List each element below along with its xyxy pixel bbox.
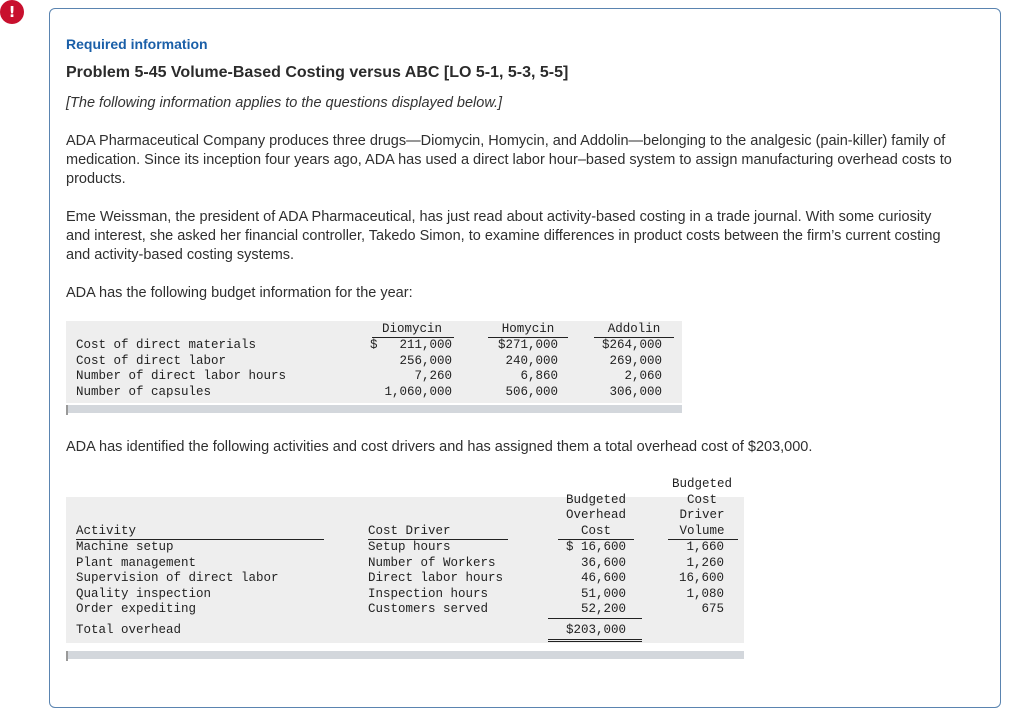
activity-name: Order expediting <box>76 602 197 616</box>
table-row <box>66 587 744 603</box>
addolin-value: $264,000 <box>601 338 662 352</box>
activity-name: Plant management <box>76 555 197 570</box>
budget-table-footer-bar <box>66 405 682 413</box>
cost-driver-header: Cost Driver <box>368 524 451 538</box>
table-row <box>66 385 682 401</box>
table-row <box>66 354 682 370</box>
header-homycin: Homycin <box>501 322 555 336</box>
table-row <box>66 369 682 385</box>
total-overhead-cost: $203,000 <box>565 623 626 637</box>
homycin-value: $271,000 <box>497 338 558 352</box>
activity-name: Supervision of direct labor <box>76 571 279 585</box>
addolin-value: 269,000 <box>609 353 662 368</box>
background-paragraph: Eme Weissman, the president of ADA Pharmaceutical, has just read about activity-based costing in a trade journal. With some curiosity and interest, she asked her financial controller, Takedo Simon, to examine differences in product costs between the firm’s current costing and activity-based costing systems. <box>66 209 941 263</box>
volume-header-line2: Cost <box>686 492 717 507</box>
alert-icon: ! <box>0 0 24 24</box>
row-label: Number of capsules <box>76 384 212 399</box>
addolin-value: 2,060 <box>624 369 662 383</box>
activity-header: Activity <box>76 524 137 538</box>
volume-header-line1: Budgeted <box>671 477 732 491</box>
overhead-cost: 46,600 <box>580 571 626 585</box>
activities-intro-text: ADA has identified the following activities and cost drivers and has assigned them a total overhead cost of $203,000. <box>66 439 813 455</box>
homycin-value: 506,000 <box>505 384 558 399</box>
budget-table-header-row <box>66 322 682 338</box>
diomycin-value: 256,000 <box>399 353 452 368</box>
driver-volume: 1,660 <box>686 540 724 554</box>
cost-driver: Inspection hours <box>368 586 489 601</box>
overhead-header-line3: Cost <box>580 524 611 538</box>
currency-prefix: $ <box>370 338 378 352</box>
overhead-cost: $ 16,600 <box>565 540 626 554</box>
row-label: Number of direct labor hours <box>76 369 287 383</box>
header-diomycin: Diomycin <box>381 322 442 336</box>
row-label: Cost of direct materials <box>76 338 257 352</box>
volume-header-line4: Volume <box>679 524 725 538</box>
homycin-value: 240,000 <box>505 353 558 368</box>
total-double-rule-top <box>548 639 642 640</box>
overhead-header-line2: Overhead <box>565 508 626 522</box>
cost-driver: Setup hours <box>368 540 451 554</box>
activity-table-footer-edge <box>66 651 68 661</box>
addolin-value: 306,000 <box>609 384 662 399</box>
total-label: Total overhead <box>76 623 182 637</box>
header-line <box>66 508 744 524</box>
header-line <box>66 493 744 509</box>
header-line <box>66 477 744 493</box>
overhead-cost: 52,200 <box>580 602 626 616</box>
header-addolin: Addolin <box>607 322 661 336</box>
intro-paragraph: ADA Pharmaceutical Company produces three drugs—Diomycin, Homycin, and Addolin—belonging to the analgesic (pain-killer) family of medication. Since its inception four years ago, ADA has used a direct labor hour–based system to assign manufacturing overhead costs to products. <box>66 133 952 187</box>
table-row <box>66 571 744 587</box>
diomycin-value: 211,000 <box>399 338 452 352</box>
required-information-heading: Required information <box>66 36 208 52</box>
activity-table-footer-bar <box>66 651 744 659</box>
header-line <box>66 524 744 540</box>
overhead-cost: 51,000 <box>580 586 626 601</box>
overhead-cost: 36,600 <box>580 555 626 570</box>
homycin-value: 6,860 <box>520 369 558 383</box>
activity-name: Quality inspection <box>76 586 212 601</box>
driver-volume: 1,260 <box>686 555 724 570</box>
cost-driver: Number of Workers <box>368 555 496 570</box>
budget-table-footer-edge <box>66 405 68 415</box>
total-row <box>66 623 744 639</box>
table-row <box>66 556 744 572</box>
cost-driver: Customers served <box>368 602 489 616</box>
volume-header-line3: Driver <box>679 508 725 522</box>
row-label: Cost of direct labor <box>76 353 227 368</box>
driver-volume: 16,600 <box>678 571 724 585</box>
table-row <box>66 602 744 618</box>
activity-name: Machine setup <box>76 540 174 554</box>
table-row <box>66 540 744 556</box>
subtitle-note: [The following information applies to the questions displayed below.] <box>66 95 503 111</box>
driver-volume: 675 <box>701 602 724 616</box>
table-row <box>66 338 682 354</box>
diomycin-value: 1,060,000 <box>384 384 452 399</box>
overhead-header-line1: Budgeted <box>565 492 626 507</box>
cost-driver: Direct labor hours <box>368 571 504 585</box>
problem-title: Problem 5-45 Volume-Based Costing versus ABC [LO 5-1, 5-3, 5-5] <box>66 64 569 81</box>
driver-volume: 1,080 <box>686 586 724 601</box>
subtotal-rule <box>548 618 642 619</box>
total-double-rule-bottom <box>548 641 642 642</box>
budget-intro-text: ADA has the following budget information for the year: <box>66 285 413 301</box>
diomycin-value: 7,260 <box>414 369 452 383</box>
